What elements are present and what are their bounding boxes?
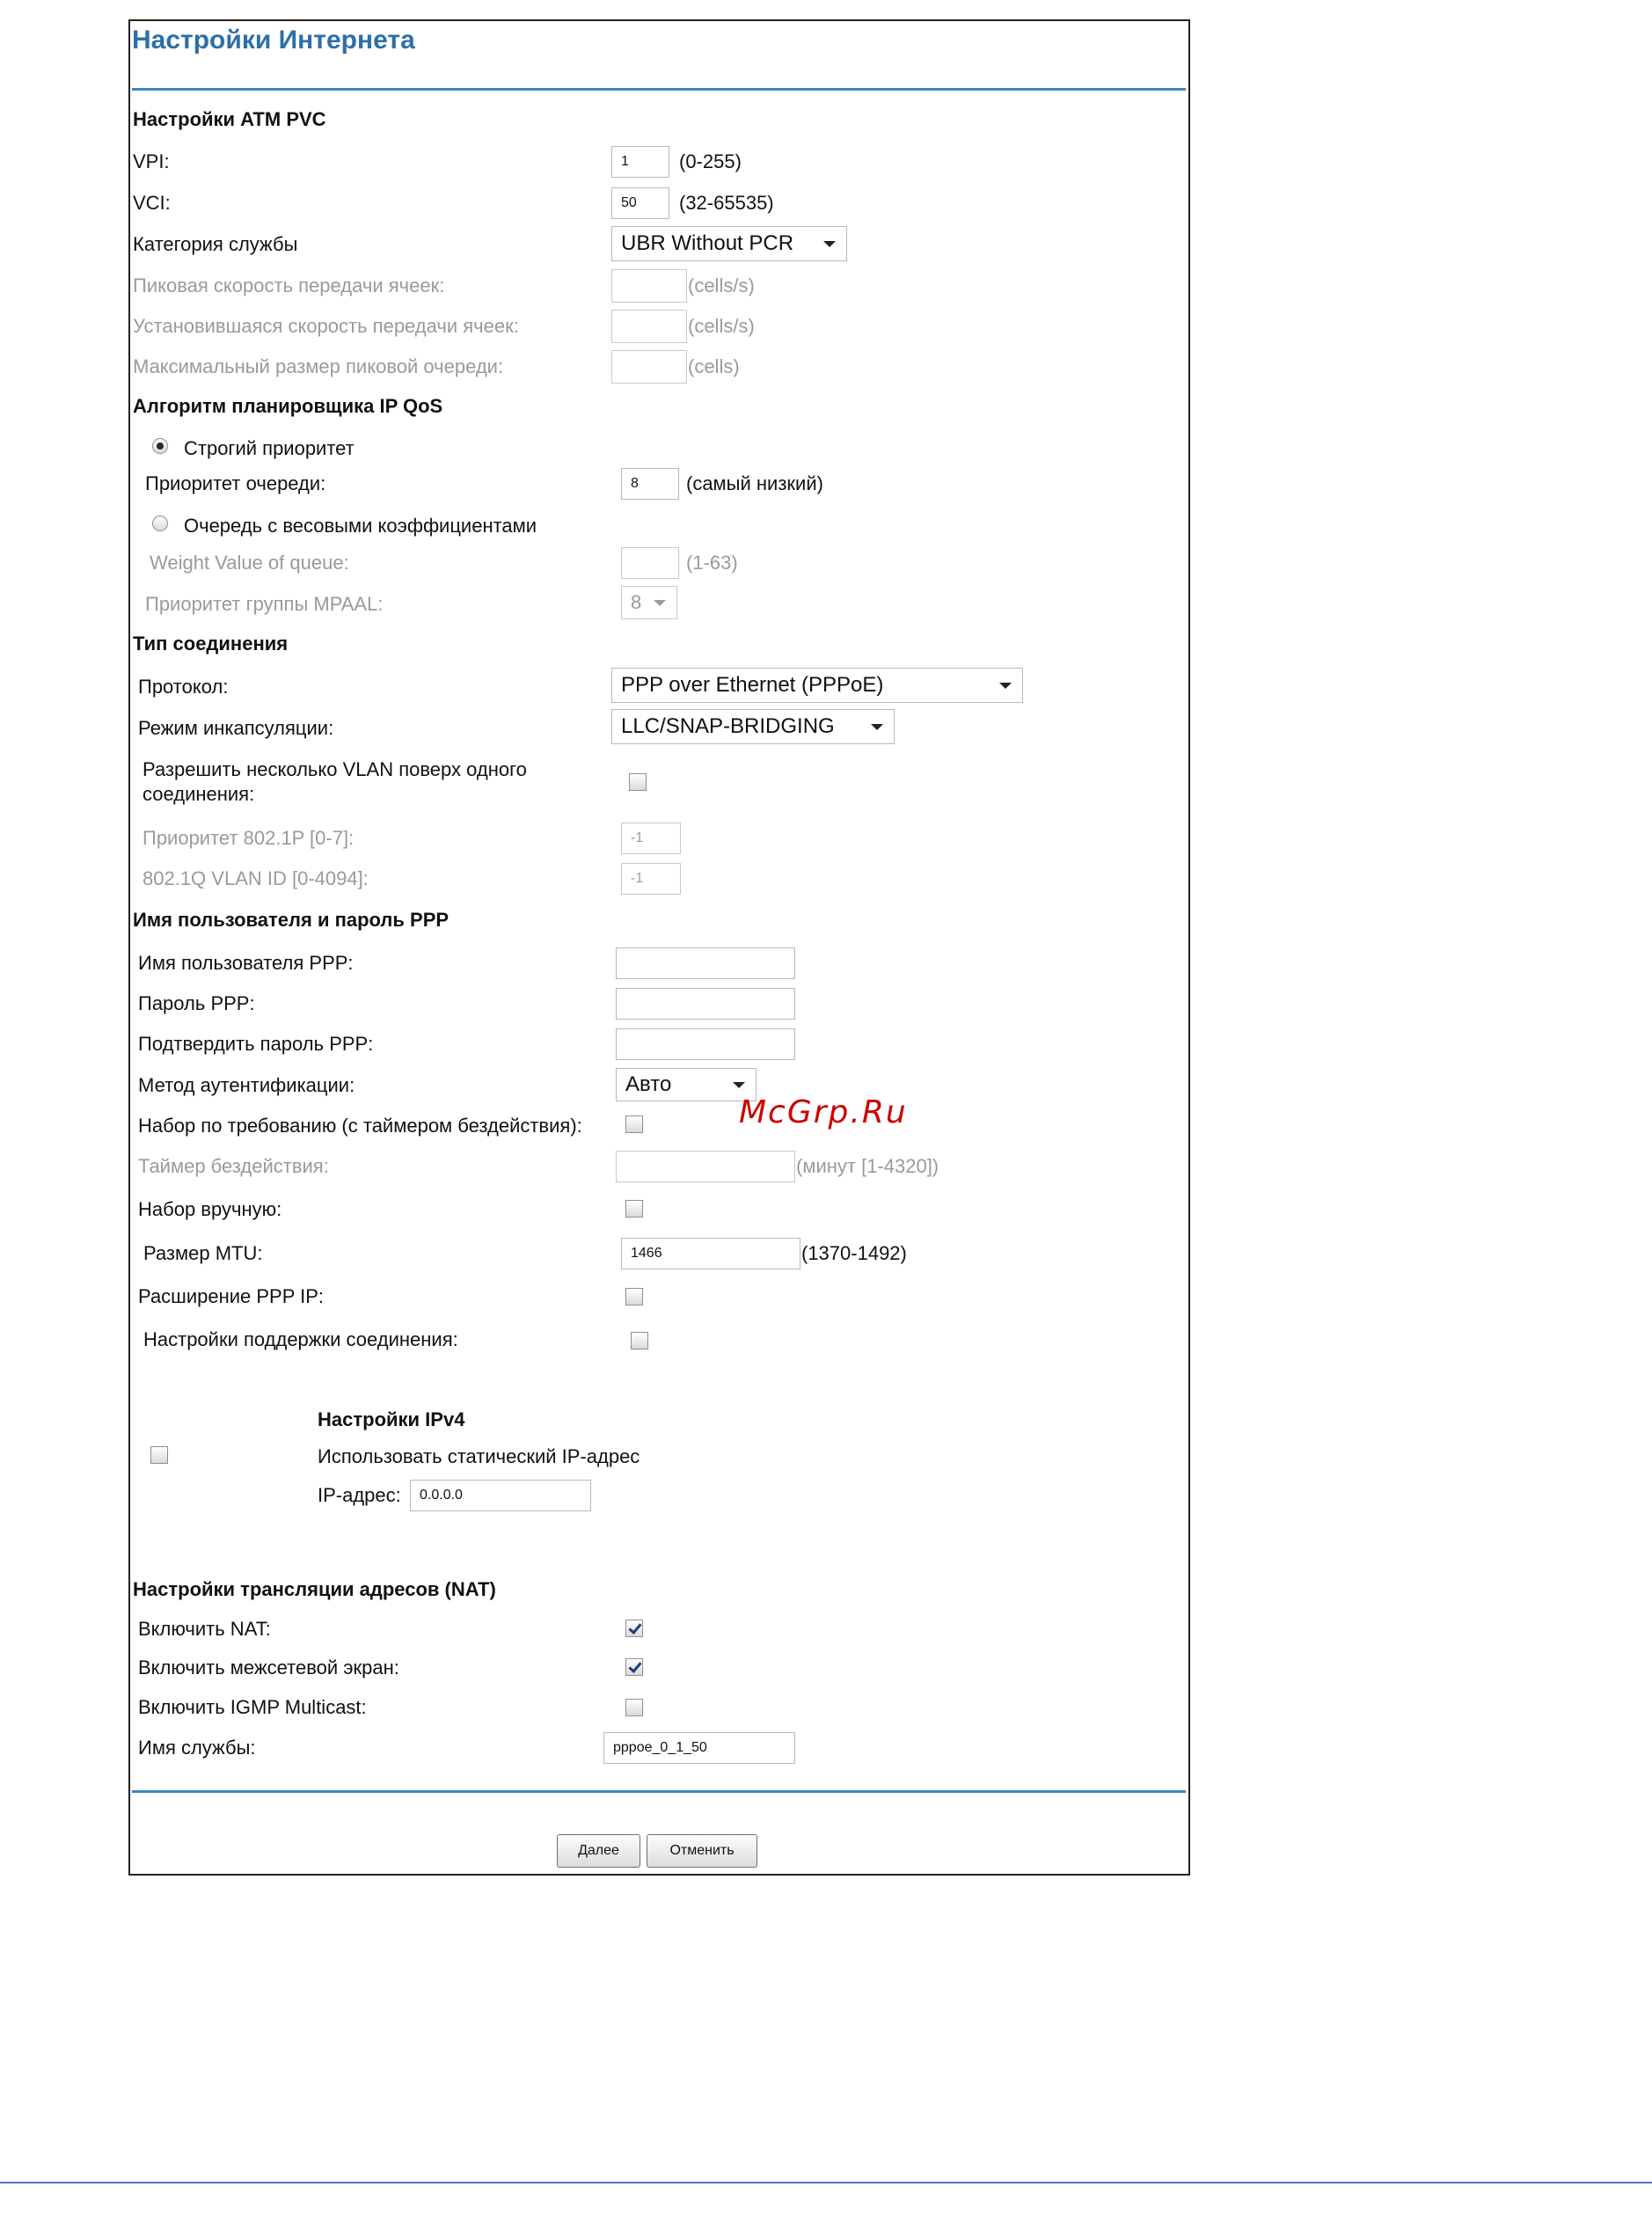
enable-igmp-label: Включить IGMP Multicast: — [138, 1696, 367, 1718]
connection-type-heading: Тип соединения — [133, 633, 289, 655]
ppp-section-heading: Имя пользователя и пароль PPP — [133, 909, 450, 931]
bottom-divider — [132, 1790, 1186, 1793]
queue-priority-hint: (самый низкий) — [686, 472, 823, 494]
strict-priority-label: Строгий приоритет — [184, 437, 355, 459]
priority-8021p-label: Приоритет 802.1P [0-7]: — [143, 827, 355, 849]
enable-nat-checkbox[interactable] — [625, 1620, 643, 1637]
weighted-queue-label: Очередь с весовыми коэффициентами — [184, 515, 537, 537]
nat-section-heading: Настройки трансляции адресов (NAT) — [133, 1578, 496, 1600]
auth-method-select[interactable] — [616, 1068, 757, 1101]
weight-value-label: Weight Value of queue: — [150, 552, 349, 574]
protocol-label: Протокол: — [138, 676, 229, 698]
peak-cell-rate-unit: (cells/s) — [688, 274, 755, 296]
keepalive-settings-checkbox[interactable] — [631, 1332, 648, 1349]
ip-address-input[interactable] — [410, 1480, 591, 1511]
sustainable-cell-rate-label: Установившаяся скорость передачи ячеек: — [133, 315, 519, 337]
mpaal-group-priority-select[interactable] — [621, 586, 677, 619]
ipv4-section-heading: Настройки IPv4 — [318, 1408, 465, 1430]
static-ip-label: Использовать статический IP-адрес — [318, 1445, 640, 1467]
vci-range: (32-65535) — [679, 192, 774, 214]
watermark: McGrp.Ru — [739, 1094, 908, 1130]
multi-vlan-checkbox[interactable] — [629, 773, 647, 791]
max-burst-size-input[interactable] — [611, 350, 687, 384]
top-divider — [132, 88, 1186, 91]
dial-on-demand-label: Набор по требованию (с таймером бездействия): — [138, 1115, 582, 1137]
service-category-select[interactable] — [611, 226, 847, 261]
ppp-password-input[interactable] — [616, 988, 795, 1020]
service-name-input[interactable] — [603, 1732, 795, 1764]
ppp-username-input[interactable] — [616, 947, 795, 979]
manual-dial-checkbox[interactable] — [625, 1200, 643, 1218]
vpi-input[interactable] — [611, 146, 669, 178]
weighted-queue-radio[interactable] — [152, 516, 168, 531]
mtu-size-input[interactable] — [621, 1238, 800, 1269]
protocol-value: PPP over Ethernet (PPPoE) — [621, 673, 884, 697]
max-burst-size-unit: (cells) — [688, 355, 740, 377]
encapsulation-mode-value: LLC/SNAP-BRIDGING — [621, 714, 835, 738]
enable-firewall-checkbox[interactable] — [625, 1658, 643, 1676]
vpi-range: (0-255) — [679, 150, 742, 172]
idle-timer-label: Таймер бездействия: — [138, 1155, 329, 1177]
keepalive-settings-label: Настройки поддержки соединения: — [143, 1328, 458, 1350]
weight-value-range: (1-63) — [686, 552, 738, 574]
auth-method-label: Метод аутентификации: — [138, 1074, 355, 1096]
enable-igmp-checkbox[interactable] — [625, 1699, 643, 1716]
vlan-id-label: 802.1Q VLAN ID [0-4094]: — [143, 867, 369, 889]
mtu-size-range: (1370-1492) — [801, 1242, 907, 1264]
peak-cell-rate-label: Пиковая скорость передачи ячеек: — [133, 274, 445, 296]
chevron-down-icon — [654, 600, 666, 606]
enable-nat-label: Включить NAT: — [138, 1618, 271, 1640]
service-category-label: Категория службы — [133, 233, 298, 255]
cancel-button[interactable]: Отменить — [647, 1834, 757, 1868]
chevron-down-icon — [733, 1082, 745, 1088]
queue-priority-input[interactable] — [621, 468, 679, 500]
chevron-down-icon — [999, 683, 1012, 689]
vci-input[interactable] — [611, 187, 669, 219]
multi-vlan-label-line1: Разрешить несколько VLAN поверх одного — [143, 758, 527, 780]
queue-priority-label: Приоритет очереди: — [145, 472, 326, 494]
enable-firewall-label: Включить межсетевой экран: — [138, 1657, 399, 1678]
chevron-down-icon — [823, 241, 836, 247]
sustainable-cell-rate-input[interactable] — [611, 310, 687, 343]
sustainable-cell-rate-unit: (cells/s) — [688, 315, 755, 337]
footer-line — [0, 2182, 1652, 2183]
vpi-label: VPI: — [133, 150, 170, 172]
weight-value-input[interactable] — [621, 547, 679, 579]
peak-cell-rate-input[interactable] — [611, 269, 687, 303]
ppp-ip-extension-checkbox[interactable] — [625, 1288, 643, 1306]
auth-method-value: Авто — [625, 1072, 672, 1096]
chevron-down-icon — [871, 724, 883, 730]
next-button[interactable]: Далее — [557, 1834, 640, 1868]
dial-on-demand-checkbox[interactable] — [625, 1115, 643, 1133]
idle-timer-input[interactable] — [616, 1151, 795, 1182]
priority-8021p-input[interactable] — [621, 823, 681, 854]
vlan-id-input[interactable] — [621, 863, 681, 895]
static-ip-checkbox[interactable] — [150, 1446, 168, 1464]
idle-timer-unit: (минут [1-4320]) — [796, 1155, 939, 1177]
encapsulation-mode-label: Режим инкапсуляции: — [138, 717, 334, 739]
service-name-label: Имя службы: — [138, 1737, 256, 1759]
mpaal-group-priority-label: Приоритет группы MPAAL: — [145, 593, 384, 615]
ppp-confirm-password-input[interactable] — [616, 1028, 795, 1060]
vci-label: VCI: — [133, 192, 171, 214]
mpaal-group-priority-value: 8 — [631, 591, 642, 613]
encapsulation-mode-select[interactable] — [611, 709, 895, 744]
max-burst-size-label: Максимальный размер пиковой очереди: — [133, 355, 504, 377]
protocol-select[interactable] — [611, 668, 1023, 703]
qos-section-heading: Алгоритм планировщика IP QoS — [133, 395, 443, 417]
ppp-ip-extension-label: Расширение PPP IP: — [138, 1285, 325, 1307]
service-category-value: UBR Without PCR — [621, 231, 794, 255]
strict-priority-radio[interactable] — [152, 438, 168, 454]
ip-address-label: IP-адрес: — [318, 1484, 401, 1506]
ppp-confirm-password-label: Подтвердить пароль PPP: — [138, 1033, 374, 1055]
multi-vlan-label-line2: соединения: — [143, 783, 255, 805]
mtu-size-label: Размер MTU: — [143, 1242, 263, 1264]
ppp-username-label: Имя пользователя PPP: — [138, 952, 354, 974]
page-title: Настройки Интернета — [132, 26, 415, 55]
internet-settings-panel — [128, 19, 1190, 1876]
manual-dial-label: Набор вручную: — [138, 1198, 282, 1220]
atm-section-heading: Настройки ATM PVC — [133, 108, 326, 130]
ppp-password-label: Пароль PPP: — [138, 992, 255, 1014]
